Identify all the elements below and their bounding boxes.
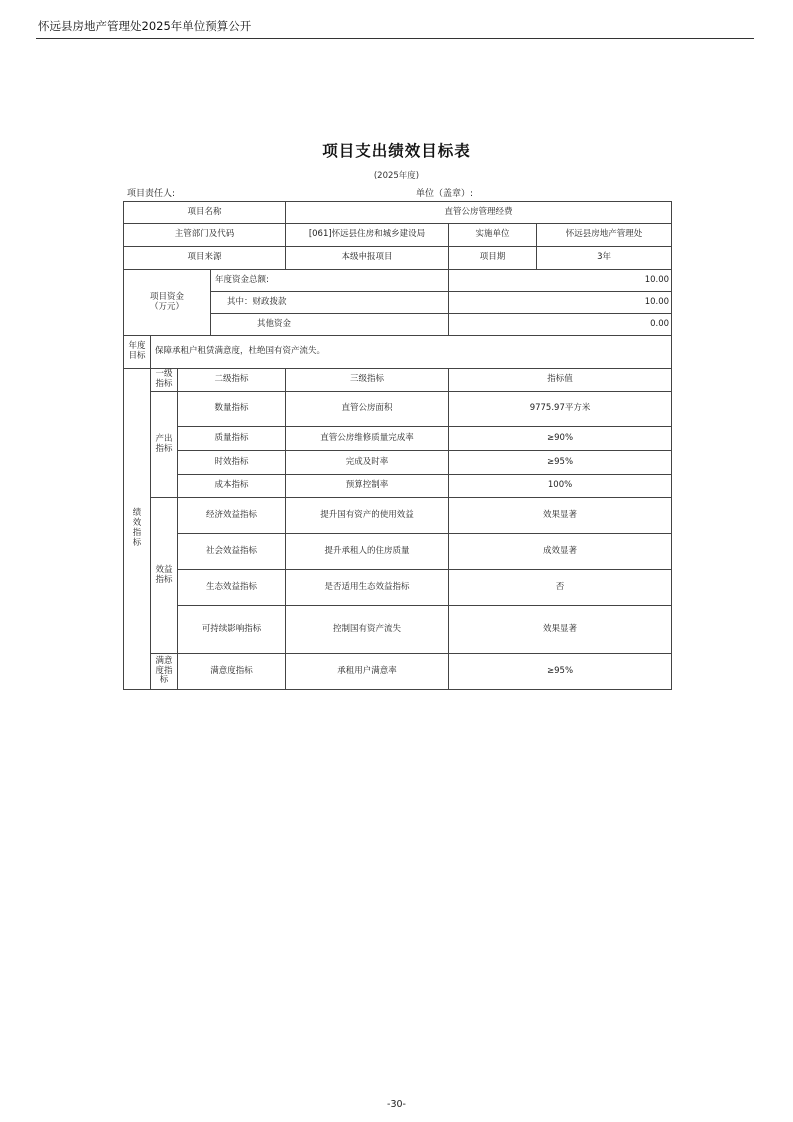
funds-total-row [124,270,672,292]
output-level3-cell: 直管公房维修质量完成率 [286,427,449,451]
project-period-label: 项目期 [449,247,537,270]
benefit-indicators-label: 效益 指标 [151,498,178,654]
benefit-level3-cell: 是否适用生态效益指标 [286,570,449,606]
benefit-level2-cell: 生态效益指标 [178,570,286,606]
benefit-level3-cell: 控制国有资产流失 [286,606,449,654]
output-level3-cell: 完成及时率 [286,451,449,475]
other-funds-label: 其他资金 [211,314,449,336]
annual-funds-total-label: 年度资金总额: [211,270,449,292]
document-year: (2025年度) [373,171,420,181]
satisfaction-indicators-label: 满意 度指 标 [151,654,178,690]
output-level3-cell: 直管公房面积 [286,392,449,427]
annual-funds-total-value: 10.00 [449,270,672,292]
unit-seal-label: 单位（盖章）: [416,189,474,199]
table-row [124,427,672,451]
department-value: [061]怀远县住房和城乡建设局 [286,224,449,247]
level1-indicator-header: 一级 指标 [151,369,178,392]
benefit-level2-cell: 社会效益指标 [178,534,286,570]
department-row [124,224,672,247]
performance-target-table [123,201,672,690]
fiscal-appropriation-label: 其中：财政拨款 [211,292,449,314]
benefit-value-cell: 成效显著 [449,534,672,570]
benefit-value-cell: 否 [449,570,672,606]
satisfaction-level3-cell: 承租用户满意率 [286,654,449,690]
annual-goal-label: 年度 目标 [124,336,151,369]
document-title: 项目支出绩效目标表 [322,142,471,160]
indicator-value-header: 指标值 [449,369,672,392]
project-source-label: 项目来源 [124,247,286,270]
table-row [124,498,672,534]
department-label: 主管部门及代码 [124,224,286,247]
output-value-cell: ≥90% [449,427,672,451]
fiscal-appropriation-value: 10.00 [449,292,672,314]
output-level2-cell: 成本指标 [178,475,286,498]
benefit-level3-cell: 提升国有资产的使用效益 [286,498,449,534]
annual-goal-text: 保障承租户租赁满意度，杜绝国有资产流失。 [151,336,672,369]
project-source-value: 本级申报项目 [286,247,449,270]
benefit-level3-cell: 提升承租人的住房质量 [286,534,449,570]
table-row [124,654,672,690]
project-name-value: 直管公房管理经费 [286,202,672,224]
table-row [124,606,672,654]
table-row [124,392,672,427]
benefit-value-cell: 效果显著 [449,498,672,534]
output-value-cell: ≥95% [449,451,672,475]
page-header-title: 怀远县房地产管理处2025年单位预算公开 [38,19,252,33]
header-divider [36,38,754,39]
project-name-row [124,202,672,224]
table-row [124,475,672,498]
output-value-cell: 9775.97平方米 [449,392,672,427]
output-level2-cell: 数量指标 [178,392,286,427]
annual-goal-row [124,336,672,369]
output-indicators-label: 产出 指标 [151,392,178,498]
satisfaction-level2-cell: 满意度指标 [178,654,286,690]
output-level2-cell: 质量指标 [178,427,286,451]
performance-indicators-label: 绩 效 指 标 [124,369,151,690]
table-row [124,451,672,475]
output-level3-cell: 预算控制率 [286,475,449,498]
project-funds-label: 项目资金 （万元） [124,270,211,336]
output-level2-cell: 时效指标 [178,451,286,475]
level3-indicator-header: 三级指标 [286,369,449,392]
other-funds-value: 0.00 [449,314,672,336]
implementing-unit-label: 实施单位 [449,224,537,247]
benefit-level2-cell: 经济效益指标 [178,498,286,534]
output-value-cell: 100% [449,475,672,498]
benefit-level2-cell: 可持续影响指标 [178,606,286,654]
table-row [124,570,672,606]
table-row [124,534,672,570]
page-number: -30- [387,1099,406,1110]
level2-indicator-header: 二级指标 [178,369,286,392]
satisfaction-value-cell: ≥95% [449,654,672,690]
project-period-value: 3年 [537,247,672,270]
benefit-value-cell: 效果显著 [449,606,672,654]
project-name-label: 项目名称 [124,202,286,224]
source-row [124,247,672,270]
implementing-unit-value: 怀远县房地产管理处 [537,224,672,247]
indicator-header-row [124,369,672,392]
responsible-person-label: 项目责任人: [127,189,176,199]
